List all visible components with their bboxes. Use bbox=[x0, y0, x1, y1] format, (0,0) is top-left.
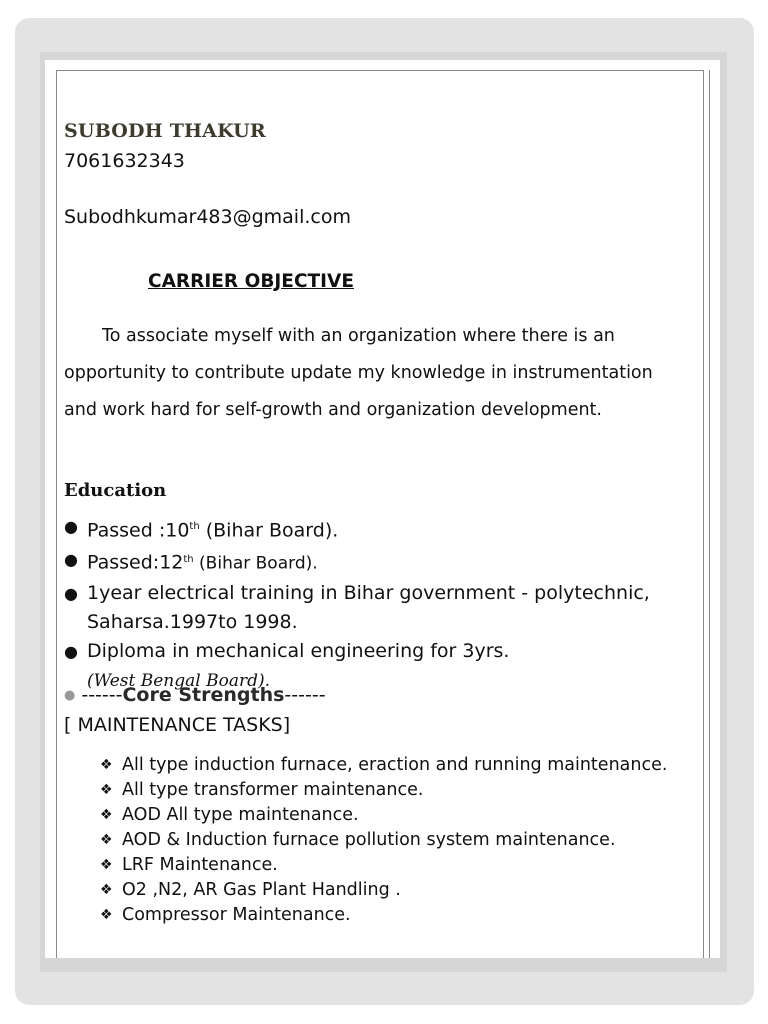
objective-text: To associate myself with an organization where there is an opportunity to contribute update my knowledge in instrumentation and work hard for self-growth and organization development. bbox=[64, 326, 653, 420]
list-item: ● 1year electrical training in Bihar government - polytechnic, Saharsa.1997to 1998. bbox=[64, 579, 684, 637]
core-strengths-heading: ● ------Core Strengths------ bbox=[64, 684, 326, 706]
page-border-left bbox=[56, 70, 57, 958]
list-item: ❖ AOD & Induction furnace pollution system maintenance. bbox=[100, 828, 690, 853]
list-item: ❖ AOD All type maintenance. bbox=[100, 803, 690, 828]
diamond-bullet-icon: ❖ bbox=[100, 757, 113, 773]
diamond-bullet-icon: ❖ bbox=[100, 832, 113, 848]
email-address: Subodhkumar483@gmail.com bbox=[64, 206, 351, 228]
education-list bbox=[64, 512, 684, 696]
list-item: ● Diploma in mechanical engineering for 3yrs. (West Bengal Board). bbox=[64, 637, 684, 696]
candidate-name: SUBODH THAKUR bbox=[64, 120, 266, 142]
bullet-icon: ● bbox=[64, 641, 78, 661]
diamond-bullet-icon: ❖ bbox=[100, 907, 113, 923]
page-border-top bbox=[56, 70, 704, 71]
diamond-bullet-icon: ❖ bbox=[100, 882, 113, 898]
list-item: ❖ O2 ,N2, AR Gas Plant Handling . bbox=[100, 878, 690, 903]
objective-heading: CARRIER OBJECTIVE bbox=[148, 271, 354, 292]
education-heading: Education bbox=[64, 480, 167, 501]
objective-paragraph bbox=[64, 318, 689, 429]
maintenance-task-list bbox=[100, 753, 690, 928]
education-board-note: (West Bengal Board). bbox=[87, 670, 271, 691]
list-item: ❖ All type transformer maintenance. bbox=[100, 778, 690, 803]
bullet-icon: ● bbox=[64, 517, 78, 536]
maintenance-tasks-label: [ MAINTENANCE TASKS] bbox=[64, 714, 291, 736]
bullet-icon: ● bbox=[64, 550, 78, 570]
diamond-bullet-icon: ❖ bbox=[100, 782, 113, 798]
core-strengths-title: Core Strengths bbox=[122, 684, 285, 706]
bullet-icon: ● bbox=[64, 583, 78, 603]
page-border-right-inner bbox=[703, 70, 704, 958]
page-border-right-outer bbox=[709, 70, 710, 958]
diamond-bullet-icon: ❖ bbox=[100, 807, 113, 823]
list-item: ❖ Compressor Maintenance. bbox=[100, 903, 690, 928]
bullet-icon: ● bbox=[64, 688, 76, 703]
diamond-bullet-icon: ❖ bbox=[100, 857, 113, 873]
phone-number: 7061632343 bbox=[64, 150, 185, 172]
list-item: ❖ All type induction furnace, eraction and running maintenance. bbox=[100, 753, 690, 778]
list-item: ● Passed:12th (Bihar Board). bbox=[64, 545, 684, 579]
list-item: ❖ LRF Maintenance. bbox=[100, 853, 690, 878]
list-item: ● Passed :10th (Bihar Board). bbox=[64, 512, 684, 545]
